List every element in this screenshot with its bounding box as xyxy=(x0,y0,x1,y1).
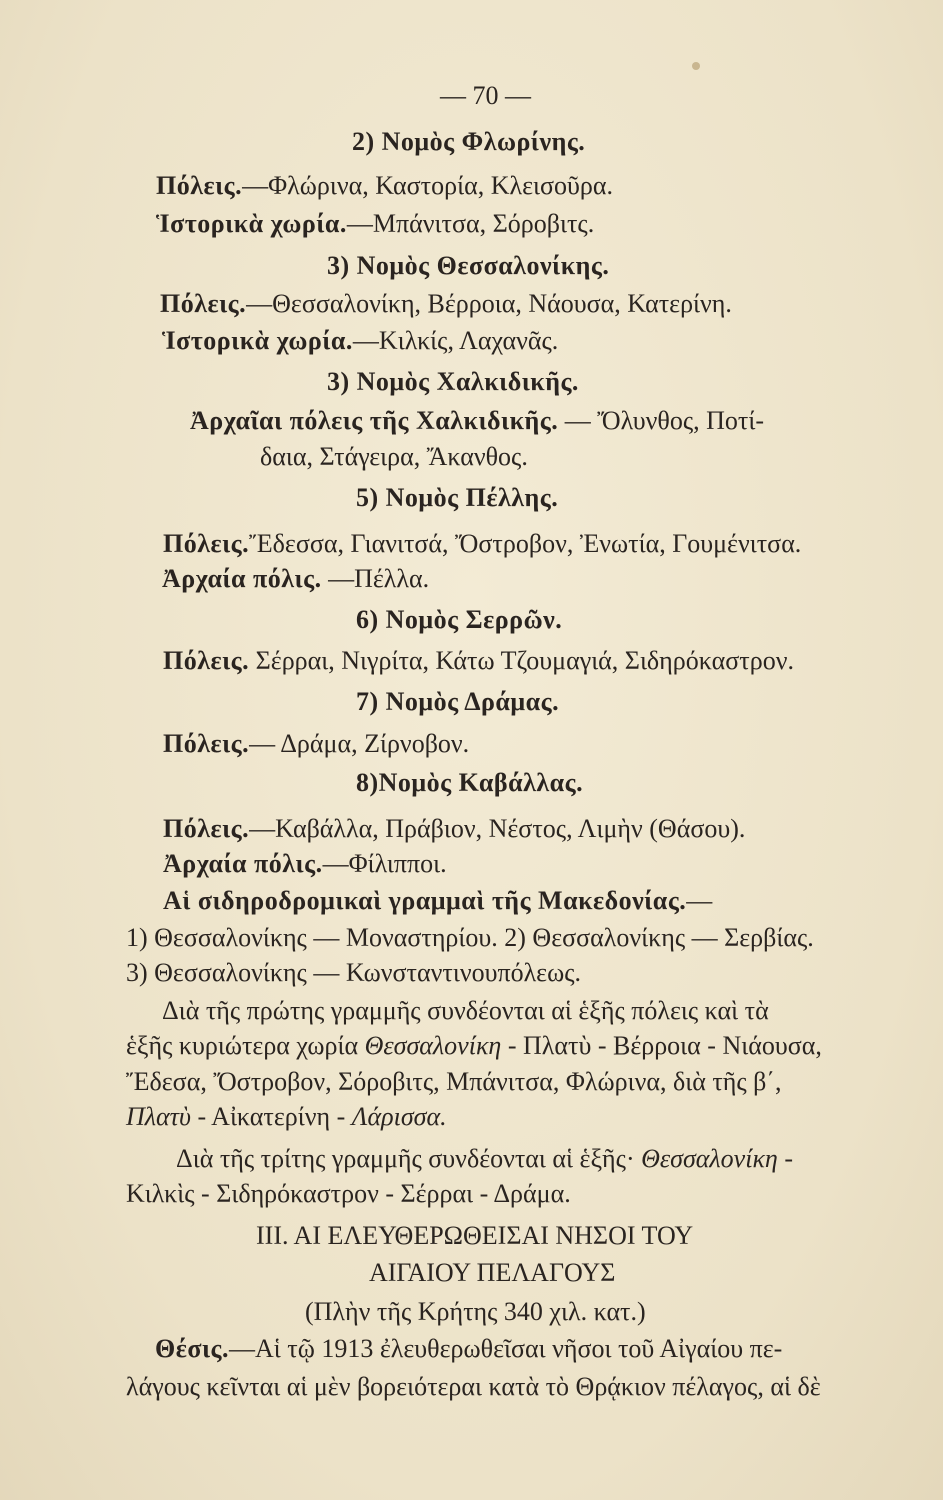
emphasis-segment: Θεσσαλονίκη xyxy=(364,1031,502,1060)
kavala-cities xyxy=(163,813,745,845)
ancient-text: —Πέλλα. xyxy=(328,564,430,593)
islands-subheading: (Πλὴν τῆς Κρήτης 340 χιλ. κατ.) xyxy=(305,1297,646,1326)
cities-label: Πόλεις. xyxy=(163,814,250,843)
position-label: Θέσις. xyxy=(155,1334,230,1363)
ancient-label: Ἀρχαῖαι πόλεις τῆς Χαλκιδικῆς. xyxy=(190,406,559,435)
railway-para2-line1 xyxy=(176,1143,793,1175)
drama-cities xyxy=(163,728,469,760)
ancient-label: Ἀρχαία πόλις. xyxy=(163,849,323,878)
cities-label: Πόλεις. xyxy=(163,529,250,558)
railway-lines-2: 3) Θεσσαλονίκης — Κωνσταντινουπόλεως. xyxy=(126,958,582,987)
islands-heading-1: ΙΙΙ. ΑΙ ΕΛΕΥΘΕΡΩΘΕΙΣΑΙ ΝΗΣΟΙ ΤΟΥ xyxy=(256,1221,694,1250)
pella-cities xyxy=(163,528,801,560)
railway-lines-1: 1) Θεσσαλονίκης — Μοναστηρίου. 2) Θεσσαλονίκης — Σερβίας. xyxy=(126,923,814,952)
chalkidiki-ancient-cont: δαια, Στάγειρα, Ἄκανθος. xyxy=(260,442,528,471)
railway-para1-line3: Ἔδεσα, Ὄστροβον, Σόροβιτς, Μπάνιτσα, Φλώρινα, διὰ τῆς β΄, xyxy=(126,1067,782,1096)
ancient-text: —Φίλιπποι. xyxy=(322,849,447,878)
islands-position-line1 xyxy=(155,1333,782,1365)
historic-text: —Μπάνιτσα, Σόροβιτς. xyxy=(346,209,595,238)
position-text: —Αἱ τῷ 1913 ἐλευθερωθεῖσαι νῆσοι τοῦ Αἰγαίου πε- xyxy=(229,1334,783,1363)
thessaloniki-historic xyxy=(162,325,558,357)
cities-text: —Καβάλλα, Πράβιον, Νέστος, Λιμὴν (Θάσου). xyxy=(249,814,746,843)
kavala-title: 8)Νομὸς Καβάλλας. xyxy=(356,768,584,797)
thessaloniki-cities xyxy=(160,288,732,320)
historic-label: Ἱστορικὰ χωρία. xyxy=(162,326,353,355)
cities-text: —Φλώρινα, Καστορία, Κλεισοῦρα. xyxy=(242,171,613,200)
florina-historic xyxy=(156,208,594,240)
emphasis-segment: Θεσσαλονίκη - xyxy=(641,1144,793,1173)
islands-heading-2: ΑΙΓΑΙΟΥ ΠΕΛΑΓΟΥΣ xyxy=(369,1258,616,1287)
serres-cities xyxy=(163,645,794,677)
emphasis-segment: Πλατὺ xyxy=(126,1102,191,1131)
ancient-text: — Ὄλυνθος, Ποτί- xyxy=(564,406,765,435)
kavala-ancient xyxy=(163,848,447,880)
chalkidiki-title: 3) Νομὸς Χαλκιδικῆς. xyxy=(327,367,579,396)
cities-label: Πόλεις. xyxy=(160,289,247,318)
text-segment: ἑξῆς κυριώτερα χωρία xyxy=(126,1031,365,1060)
text-segment: - Πλατὺ - Βέρροια - Νιάουσα, xyxy=(501,1031,822,1060)
historic-label: Ἱστορικὰ χωρία. xyxy=(156,209,347,238)
cities-text: —Θεσσαλονίκη, Βέρροια, Νάουσα, Κατερίνη. xyxy=(246,289,732,318)
florina-cities xyxy=(156,170,613,202)
railways-heading xyxy=(163,885,712,917)
cities-label: Πόλεις. xyxy=(156,171,243,200)
railways-dash: — xyxy=(686,886,713,915)
railway-para2-line2: Κιλκὶς - Σιδηρόκαστρον - Σέρραι - Δράμα. xyxy=(126,1179,571,1208)
railway-para1-line2 xyxy=(126,1030,822,1062)
emphasis-segment: Λάρισσα. xyxy=(351,1102,447,1131)
railways-title: Αἱ σιδηροδρομικαὶ γραμμαὶ τῆς Μακεδονίας. xyxy=(163,886,687,915)
text-segment: - Αἰκατερίνη - xyxy=(190,1102,352,1131)
ancient-label: Ἀρχαία πόλις. xyxy=(162,564,322,593)
page-number: — 70 — xyxy=(440,81,531,110)
florina-title: 2) Νομὸς Φλωρίνης. xyxy=(352,127,586,156)
text-segment: Διὰ τῆς τρίτης γραμμῆς συνδέονται αἱ ἑξῆς· xyxy=(176,1144,642,1173)
paper-spot xyxy=(692,62,700,70)
cities-label: Πόλεις. xyxy=(163,729,250,758)
chalkidiki-ancient xyxy=(190,405,764,437)
railway-para1-line4 xyxy=(126,1101,447,1133)
cities-text: Ἔδεσσα, Γιανιτσά, Ὄστροβον, Ἐνωτία, Γουμένιτσα. xyxy=(249,529,802,558)
cities-text: — Δράμα, Ζίρνοβον. xyxy=(249,729,470,758)
serres-title: 6) Νομὸς Σερρῶν. xyxy=(356,605,563,634)
cities-label: Πόλεις. xyxy=(163,646,250,675)
islands-position-line2: λάγους κεῖνται αἱ μὲν βορειότεραι κατὰ τὸ Θρᾴκιον πέλαγος, αἱ δὲ xyxy=(126,1372,821,1401)
cities-text: Σέρραι, Νιγρίτα, Κάτω Τζουμαγιά, Σιδηρόκαστρον. xyxy=(255,646,794,675)
drama-title: 7) Νομὸς Δράμας. xyxy=(356,687,560,716)
thessaloniki-title: 3) Νομὸς Θεσσαλονίκης. xyxy=(327,251,610,280)
historic-text: —Κιλκίς, Λαχανᾶς. xyxy=(352,326,559,355)
pella-title: 5) Νομὸς Πέλλης. xyxy=(356,483,559,512)
railway-para1-line1: Διὰ τῆς πρώτης γραμμῆς συνδέονται αἱ ἑξῆς πόλεις καὶ τὰ xyxy=(162,996,769,1025)
pella-ancient xyxy=(162,563,429,595)
